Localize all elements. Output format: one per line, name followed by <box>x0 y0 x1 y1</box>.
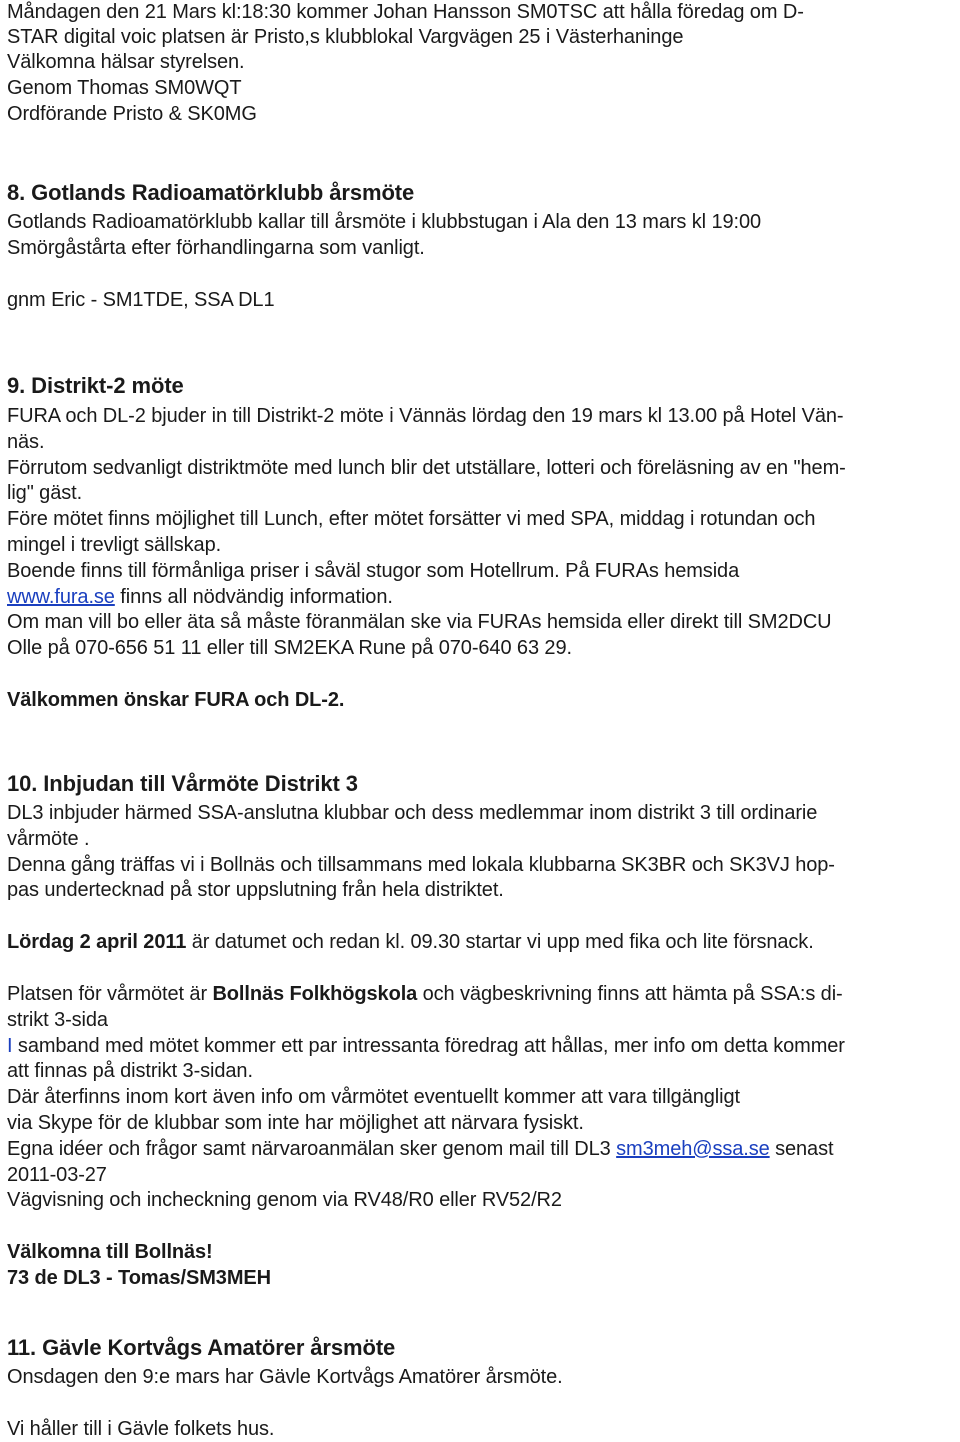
section-9-line: Boende finns till förmånliga priser i såväl stugor som Hotellrum. På FURAs hemsida <box>7 560 740 582</box>
section-9-line: Olle på 070-656 51 11 eller till SM2EKA Rune på 070-640 63 29. <box>7 637 572 659</box>
section-10-mail-line <box>7 1136 833 1162</box>
section-9-line: Om man vill bo eller äta så måste föranmälan ske via FURAs hemsida eller direkt till SM2DCU <box>7 611 832 633</box>
meeting-date-rest: är datumet och redan kl. 09.30 startar vi upp med fika och lite försnack. <box>186 931 814 953</box>
section-9-line: Förrutom sedvanligt distriktmöte med lunch blir det utställare, lotteri och föreläsning av en "hem- <box>7 457 846 479</box>
meeting-venue: Bollnäs Folkhögskola <box>212 983 418 1005</box>
section-8-title: 8. Gotlands Radioamatörklubb årsmöte <box>7 180 415 205</box>
intro-line: STAR digital voic platsen är Pristo,s klubblokal Vargvägen 25 i Västerhaninge <box>7 26 684 48</box>
section-10-closing: Välkomna till Bollnäs! <box>7 1241 213 1263</box>
section-10-line: Vägvisning och incheckning genom via RV48/R0 eller RV52/R2 <box>7 1189 562 1211</box>
section-11-line: Vi håller till i Gävle folkets hus. <box>7 1418 275 1440</box>
intro-line: Välkomna hälsar styrelsen. <box>7 51 245 73</box>
section-10-line: Där återfinns inom kort även info om vårmötet eventuellt kommer att vara tillgängligt <box>7 1086 740 1108</box>
section-10-line: Denna gång träffas vi i Bollnäs och tillsammans med lokala klubbarna SK3BR och SK3VJ hop- <box>7 854 835 876</box>
email-link[interactable]: sm3meh@ssa.se <box>616 1138 770 1160</box>
section-11-line: Onsdagen den 9:e mars har Gävle Kortvågs Amatörer årsmöte. <box>7 1366 563 1388</box>
section-11-title: 11. Gävle Kortvågs Amatörer årsmöte <box>7 1335 396 1360</box>
section-10-signature: 73 de DL3 - Tomas/SM3MEH <box>7 1267 271 1289</box>
section-8-line: Smörgåstårta efter förhandlingarna som vanligt. <box>7 237 425 259</box>
section-9-title: 9. Distrikt-2 möte <box>7 373 184 398</box>
section-8-line: Gotlands Radioamatörklubb kallar till årsmöte i klubbstugan i Ala den 13 mars kl 19:00 <box>7 211 762 233</box>
talk-rest: samband med mötet kommer ett par intressanta föredrag att hållas, mer info om detta kommer <box>12 1035 845 1057</box>
section-8-signature: gnm Eric - SM1TDE, SSA DL1 <box>7 289 275 311</box>
mail-suffix: senast <box>769 1138 834 1160</box>
section-10-talk-line <box>7 1033 845 1059</box>
section-10-line: pas undertecknad på stor uppslutning från hela distriktet. <box>7 879 504 901</box>
place-suffix: och vägbeskrivning finns att hämta på SSA:s di- <box>417 983 843 1005</box>
section-10-place-line <box>7 981 843 1007</box>
section-9-line: Före mötet finns möjlighet till Lunch, efter mötet forsätter vi med SPA, middag i rotundan och <box>7 508 816 530</box>
place-prefix: Platsen för vårmötet är <box>7 983 213 1005</box>
talk-first-letter: I <box>7 1035 13 1057</box>
section-10-line: via Skype för de klubbar som inte har möjlighet att närvara fysiskt. <box>7 1112 584 1134</box>
section-9-line: mingel i trevligt sällskap. <box>7 534 222 556</box>
intro-line: Ordförande Pristo & SK0MG <box>7 103 257 125</box>
section-10-line: att finnas på distrikt 3-sidan. <box>7 1060 253 1082</box>
section-10-line: 2011-03-27 <box>7 1164 107 1186</box>
section-10-line: DL3 inbjuder härmed SSA-anslutna klubbar och dess medlemmar inom distrikt 3 till ordinarie <box>7 802 818 824</box>
meeting-date: Lördag 2 april 2011 <box>7 931 187 953</box>
section-9-link-line <box>7 584 393 610</box>
section-10-line: vårmöte . <box>7 828 90 850</box>
mail-prefix: Egna idéer och frågor samt närvaroanmälan sker genom mail till DL3 <box>7 1138 617 1160</box>
section-10-line: strikt 3-sida <box>7 1009 108 1031</box>
section-9-line: lig" gäst. <box>7 482 83 504</box>
fura-website-link[interactable]: www.fura.se <box>7 586 115 608</box>
section-10-title: 10. Inbjudan till Vårmöte Distrikt 3 <box>7 771 358 796</box>
intro-line: Genom Thomas SM0WQT <box>7 77 242 99</box>
section-9-line: FURA och DL-2 bjuder in till Distrikt-2 möte i Vännäs lördag den 19 mars kl 13.00 på Hotel Vän- <box>7 405 844 427</box>
section-9-line: näs. <box>7 431 45 453</box>
section-9-closing: Välkommen önskar FURA och DL-2. <box>7 689 345 711</box>
section-10-date-line <box>7 929 814 955</box>
intro-line: Måndagen den 21 Mars kl:18:30 kommer Johan Hansson SM0TSC att hålla föredag om D- <box>7 1 804 23</box>
section-9-link-suffix: finns all nödvändig information. <box>114 586 393 608</box>
